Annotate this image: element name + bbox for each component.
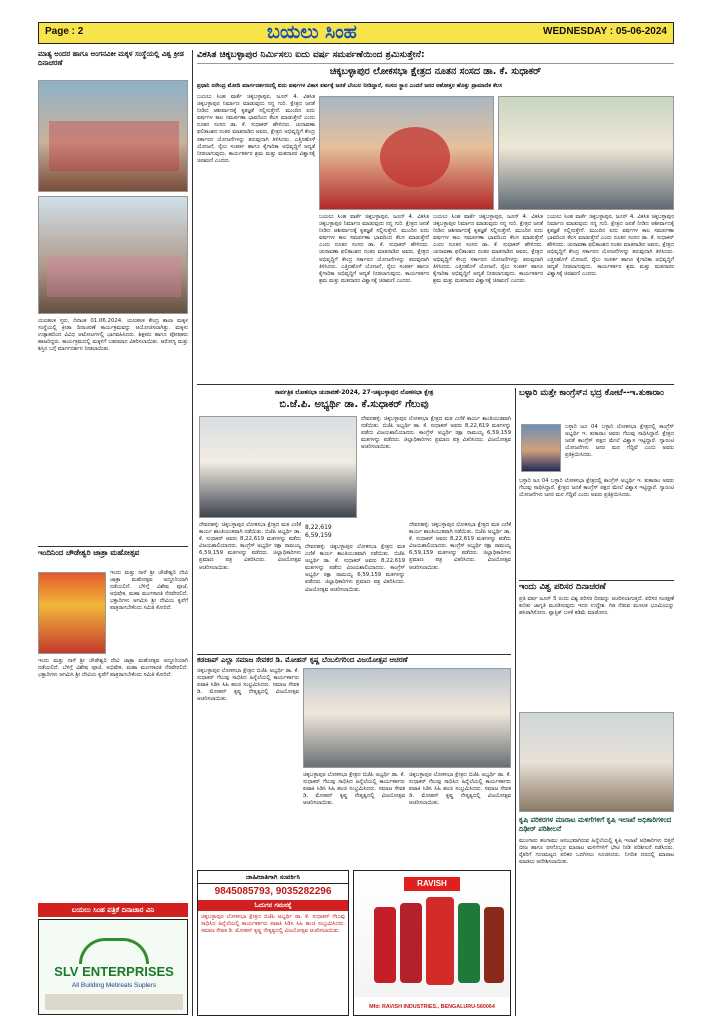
column-rule xyxy=(515,388,516,1016)
ad-tagline: All Building Metireals Suplers xyxy=(71,982,157,989)
left-story2-intro: ಇಂದು ಮತ್ತು ನಾಳೆ ಶ್ರೀ ಚೌಡೇಶ್ವರಿ ದೇವಿ ಜಾತ್ರಾ ಮಹೋತ್ಸವ ಅದ್ದೂರಿಯಾಗಿ ನಡೆಯಲಿದೆ. ಬೆಳಿಗ್ಗೆ ವಿಶೇಷ ಪೂಜೆ, ಅಭಿಷೇಕ, ಮಹಾ ಮಂಗಳಾರತಿ ನೆರವೇರಲಿದೆ. ಭಕ್ತಾದಿಗಳು ಆಗಮಿಸಿ ಶ್ರೀ ದೇವಿಯ ಕೃಪೆಗೆ ಪಾತ್ರರಾಗಬೇಕೆಂದು ಸಮಿತಿ ಕೋರಿದೆ. xyxy=(110,570,188,612)
notice-title: ಓದುಗರ ಗಮನಕ್ಕೆ xyxy=(198,900,348,911)
right-story3-body: ಮುಂಗಾರು ಹಂಗಾಮು ಆರಂಭವಾಗಿರುವ ಹಿನ್ನೆಲೆಯಲ್ಲಿ ಕೃಷಿ ಇಲಾಖೆ ಅಧಿಕಾರಿಗಳು ಬಿತ್ತನೆ ಬೀಜ ಹಾಗೂ ರಸಗೊಬ್ಬರ ಮಾರಾಟ ಮಳಿಗೆಗಳಿಗೆ ಭೇಟಿ ನೀಡಿ ಪರಿಶೀಲನೆ ನಡೆಸಿದರು. ರೈತರಿಗೆ ಗುಣಮಟ್ಟದ ಪರಿಕರ ಒದಗಿಸಲು ಸೂಚಿಸಿದರು. ನಿಗದಿತ ದರದಲ್ಲಿ ಮಾರಾಟ ಮಾಡಲು ಆದೇಶಿಸಲಾಯಿತು. xyxy=(519,838,674,866)
right-story2-body: ಪ್ರತಿ ವರ್ಷ ಜೂನ್ 5 ರಂದು ವಿಶ್ವ ಪರಿಸರ ದಿನವನ್ನು ಆಚರಿಸಲಾಗುತ್ತದೆ. ಪರಿಸರ ಸಂರಕ್ಷಣೆ ಕುರಿತು ಜಾಗೃತಿ ಮೂಡಿಸುವುದು ಇದರ ಉದ್ದೇಶ. ಗಿಡ ನೆಡುವ ಮೂಲಕ ಭೂಮಿಯನ್ನು ಹಸಿರಾಗಿಸೋಣ. ಪ್ಲಾಸ್ಟಿಕ್ ಬಳಕೆ ಕಡಿಮೆ ಮಾಡೋಣ. xyxy=(519,596,674,617)
lead-photo-group xyxy=(498,96,674,210)
right-story1-headline: ಬಳ್ಳಾರಿ ಮತ್ತೇ ಕಾಂಗ್ರೆಸ್‌ನ ಭದ್ರ ಕೋಟೆ--ಇ.ತುಕಾರಾಂ xyxy=(519,388,664,398)
classified-phone: 9845085793, 9035282296 xyxy=(214,886,332,897)
right-story1-intro: ಬಳ್ಳಾರಿ ಜೂ 04 ಬಳ್ಳಾರಿ ಲೋಕಸಭಾ ಕ್ಷೇತ್ರದಲ್ಲಿ ಕಾಂಗ್ರೆಸ್ ಅಭ್ಯರ್ಥಿ ಇ. ತುಕಾರಾಂ ಅವರು ಗೆಲುವು ಸಾಧಿಸಿದ್ದಾರೆ. ಕ್ಷೇತ್ರದ ಜನತೆ ಕಾಂಗ್ರೆಸ್ ಪಕ್ಷದ ಮೇಲೆ ವಿಶ್ವಾಸ ಇಟ್ಟಿದ್ದಾರೆ. ಗ್ಯಾರಂಟಿ ಯೋಜನೆಗಳು ಜನರ ಮನ ಗೆದ್ದಿವೆ ಎಂದು ಅವರು ಪ್ರತಿಕ್ರಿಯಿಸಿದರು. xyxy=(565,424,674,459)
event-photo-2 xyxy=(38,196,188,314)
lead-body-col4: ಬಯಲು ಸಿಂಹ ವಾರ್ತೆ ಚಿಕ್ಕಬಳ್ಳಾಪುರ, ಜೂನ್ 4. ವಿಕಸಿತ ಚಿಕ್ಕಬಳ್ಳಾಪುರ ನಿರ್ಮಾಣ ಮಾಡುವುದು ನನ್ನ ಗುರಿ. ಕ್ಷೇತ್ರದ ಜನತೆ ನೀಡಿದ ಆಶೀರ್ವಾದಕ್ಕೆ ಕೃತಜ್ಞತೆ ಸಲ್ಲಿಸುತ್ತೇನೆ. ಮುಂದಿನ ಐದು ವರ್ಷಗಳ ಕಾಲ ಸಮರ್ಪಣಾ ಭಾವದಿಂದ ಕೆಲಸ ಮಾಡುತ್ತೇನೆ ಎಂದು ನೂತನ ಸಂಸದ ಡಾ. ಕೆ. ಸುಧಾಕರ್ ಹೇಳಿದರು. ಚುನಾವಣಾ ಫಲಿತಾಂಶದ ನಂತರ ಮಾತನಾಡಿದ ಅವರು, ಕ್ಷೇತ್ರದ ಅಭಿವೃದ್ಧಿಗೆ ಕೇಂದ್ರ ಸರ್ಕಾರದ ಯೋಜನೆಗಳನ್ನು ತರುವುದಾಗಿ ತಿಳಿಸಿದರು. ಎತ್ತಿನಹೊಳೆ ಯೋಜನೆ, ರೈಲು ಸಂಪರ್ಕ ಹಾಗೂ ಕೈಗಾರಿಕಾ ಅಭಿವೃದ್ಧಿಗೆ ಆದ್ಯತೆ ನೀಡಲಾಗುವುದು. ಕಾರ್ಯಕರ್ತರ ಶ್ರಮ ಮತ್ತು ಮತದಾರರ ವಿಶ್ವಾಸಕ್ಕೆ ಚಿರಋಣಿ ಎಂದರು. xyxy=(547,214,674,277)
page-number: Page : 2 xyxy=(45,26,84,37)
result-headline: ಬಿ.ಜೆ.ಪಿ. ಅಭ್ಯರ್ಥಿ ಡಾ. ಕೆ.ಸುಧಾಕರ್ ಗೆಲುವು xyxy=(279,399,429,410)
lead-body-col1: ಬಯಲು ಸಿಂಹ ವಾರ್ತೆ ಚಿಕ್ಕಬಳ್ಳಾಪುರ, ಜೂನ್ 4. ವಿಕಸಿತ ಚಿಕ್ಕಬಳ್ಳಾಪುರ ನಿರ್ಮಾಣ ಮಾಡುವುದು ನನ್ನ ಗುರಿ. ಕ್ಷೇತ್ರದ ಜನತೆ ನೀಡಿದ ಆಶೀರ್ವಾದಕ್ಕೆ ಕೃತಜ್ಞತೆ ಸಲ್ಲಿಸುತ್ತೇನೆ. ಮುಂದಿನ ಐದು ವರ್ಷಗಳ ಕಾಲ ಸಮರ್ಪಣಾ ಭಾವದಿಂದ ಕೆಲಸ ಮಾಡುತ್ತೇನೆ ಎಂದು ನೂತನ ಸಂಸದ ಡಾ. ಕೆ. ಸುಧಾಕರ್ ಹೇಳಿದರು. ಚುನಾವಣಾ ಫಲಿತಾಂಶದ ನಂತರ ಮಾತನಾಡಿದ ಅವರು, ಕ್ಷೇತ್ರದ ಅಭಿವೃದ್ಧಿಗೆ ಕೇಂದ್ರ ಸರ್ಕಾರದ ಯೋಜನೆಗಳನ್ನು ತರುವುದಾಗಿ ತಿಳಿಸಿದರು. ಎತ್ತಿನಹೊಳೆ ಯೋಜನೆ, ರೈಲು ಸಂಪರ್ಕ ಹಾಗೂ ಕೈಗಾರಿಕಾ ಅಭಿವೃದ್ಧಿಗೆ ಆದ್ಯತೆ ನೀಡಲಾಗುವುದು. ಕಾರ್ಯಕರ್ತರ ಶ್ರಮ ಮತ್ತು ಮತದಾರರ ವಿಶ್ವಾಸಕ್ಕೆ ಚಿರಋಣಿ ಎಂದರು. xyxy=(197,94,315,164)
divider xyxy=(38,546,188,547)
bottom-story-body-col2: ಚಿಕ್ಕಬಳ್ಳಾಪುರ ಲೋಕಸಭಾ ಕ್ಷೇತ್ರದ ಬಿಜೆಪಿ ಅಭ್ಯರ್ಥಿ ಡಾ. ಕೆ. ಸುಧಾಕರ್ ಗೆಲುವು ಸಾಧಿಸಿದ ಹಿನ್ನೆಲೆಯಲ್ಲಿ ಕಾರ್ಯಕರ್ತರು ಪಟಾಕಿ ಸಿಡಿಸಿ ಸಿಹಿ ಹಂಚಿ ಸಂಭ್ರಮಿಸಿದರು. ಸಮಾಜ ಸೇವಕ ಡಿ. ಮೋಹನ್ ಕೃಷ್ಣ ನೇತೃತ್ವದಲ್ಲಿ ವಿಜಯೋತ್ಸವ ಆಚರಿಸಲಾಯಿತು. xyxy=(303,772,405,807)
result-body-top: ದೇವನಹಳ್ಳಿ: ಚಿಕ್ಕಬಳ್ಳಾಪುರ ಲೋಕಸಭಾ ಕ್ಷೇತ್ರದ ಮತ ಎಣಿಕೆ ಕಾರ್ಯ ಶಾಂತಿಯುತವಾಗಿ ನಡೆಯಿತು. ಬಿಜೆಪಿ ಅಭ್ಯರ್ಥಿ ಡಾ. ಕೆ. ಸುಧಾಕರ್ ಅವರು 8,22,619 ಮತಗಳನ್ನು ಪಡೆದು ವಿಜಯಶಾಲಿಯಾದರು. ಕಾಂಗ್ರೆಸ್ ಅಭ್ಯರ್ಥಿ ರಕ್ಷಾ ರಾಮಯ್ಯ 6,59,159 ಮತಗಳನ್ನು ಪಡೆದರು. ಜಿಲ್ಲಾಧಿಕಾರಿಗಳು ಪ್ರಮಾಣ ಪತ್ರ ವಿತರಿಸಿದರು. ವಿಜಯೋತ್ಸವ ಆಚರಿಸಲಾಯಿತು. xyxy=(361,416,511,451)
right-column xyxy=(519,388,674,1016)
header-bar xyxy=(38,22,674,44)
left-column xyxy=(38,50,188,1016)
result-body-col3: ದೇವನಹಳ್ಳಿ: ಚಿಕ್ಕಬಳ್ಳಾಪುರ ಲೋಕಸಭಾ ಕ್ಷೇತ್ರದ ಮತ ಎಣಿಕೆ ಕಾರ್ಯ ಶಾಂತಿಯುತವಾಗಿ ನಡೆಯಿತು. ಬಿಜೆಪಿ ಅಭ್ಯರ್ಥಿ ಡಾ. ಕೆ. ಸುಧಾಕರ್ ಅವರು 8,22,619 ಮತಗಳನ್ನು ಪಡೆದು ವಿಜಯಶಾಲಿಯಾದರು. ಕಾಂಗ್ರೆಸ್ ಅಭ್ಯರ್ಥಿ ರಕ್ಷಾ ರಾಮಯ್ಯ 6,59,159 ಮತಗಳನ್ನು ಪಡೆದರು. ಜಿಲ್ಲಾಧಿಕಾರಿಗಳು ಪ್ರಮಾಣ ಪತ್ರ ವಿತರಿಸಿದರು. ವಿಜಯೋತ್ಸವ ಆಚರಿಸಲಾಯಿತು. xyxy=(409,522,511,571)
right-story2-headline: ಇಂದು ವಿಶ್ವ ಪರಿಸರ ದಿನಾಚರಣೆ xyxy=(519,582,606,592)
product-pack-4 xyxy=(458,903,480,983)
ad-logo-arc xyxy=(79,938,149,964)
masthead-title: ಬಯಲು ಸಿಂಹ xyxy=(267,21,357,43)
left-story2-body: ಇಂದು ಮತ್ತು ನಾಳೆ ಶ್ರೀ ಚೌಡೇಶ್ವರಿ ದೇವಿ ಜಾತ್ರಾ ಮಹೋತ್ಸವ ಅದ್ದೂರಿಯಾಗಿ ನಡೆಯಲಿದೆ. ಬೆಳಿಗ್ಗೆ ವಿಶೇಷ ಪೂಜೆ, ಅಭಿಷೇಕ, ಮಹಾ ಮಂಗಳಾರತಿ ನೆರವೇರಲಿದೆ. ಭಕ್ತಾದಿಗಳು ಆಗಮಿಸಿ ಶ್ರೀ ದೇವಿಯ ಕೃಪೆಗೆ ಪಾತ್ರರಾಗಬೇಕೆಂದು ಸಮಿತಿ ಕೋರಿದೆ. xyxy=(38,658,188,679)
lead-photo-garland xyxy=(319,96,494,210)
ad-product-strip xyxy=(45,994,183,1010)
divider xyxy=(519,580,674,581)
product-pack-2 xyxy=(400,903,422,983)
product-pack-5 xyxy=(484,907,504,983)
ad-company-name: SLV ENTERPRISES xyxy=(54,964,174,979)
divider xyxy=(197,654,511,655)
deity-photo xyxy=(38,572,106,654)
runner-votes: 6,59,159 xyxy=(305,532,332,539)
divider xyxy=(197,384,674,385)
result-photo xyxy=(199,416,357,518)
classified-title: ಜಾಹೀರಾತಿಗಾಗಿ ಸಂಪರ್ಕಿಸಿ xyxy=(198,871,348,884)
wishes-banner: ಬಯಲು ಸಿಂಹ ಪತ್ರಿಕೆ ದಿನಾಚಾರ ವಿನಿ xyxy=(38,903,188,917)
lead-kicker: ವಿಕಸಿತ ಚಿಕ್ಕಬಳ್ಳಾಪುರ ನಿರ್ಮಿಸಲು ಐದು ವರ್ಷ ಸಮರ್ಪಣೆಯಿಂದ ಶ್ರಮಿಸುತ್ತೇನೆ: xyxy=(197,50,425,60)
lead-body-col2: ಬಯಲು ಸಿಂಹ ವಾರ್ತೆ ಚಿಕ್ಕಬಳ್ಳಾಪುರ, ಜೂನ್ 4. ವಿಕಸಿತ ಚಿಕ್ಕಬಳ್ಳಾಪುರ ನಿರ್ಮಾಣ ಮಾಡುವುದು ನನ್ನ ಗುರಿ. ಕ್ಷೇತ್ರದ ಜನತೆ ನೀಡಿದ ಆಶೀರ್ವಾದಕ್ಕೆ ಕೃತಜ್ಞತೆ ಸಲ್ಲಿಸುತ್ತೇನೆ. ಮುಂದಿನ ಐದು ವರ್ಷಗಳ ಕಾಲ ಸಮರ್ಪಣಾ ಭಾವದಿಂದ ಕೆಲಸ ಮಾಡುತ್ತೇನೆ ಎಂದು ನೂತನ ಸಂಸದ ಡಾ. ಕೆ. ಸುಧಾಕರ್ ಹೇಳಿದರು. ಚುನಾವಣಾ ಫಲಿತಾಂಶದ ನಂತರ ಮಾತನಾಡಿದ ಅವರು, ಕ್ಷೇತ್ರದ ಅಭಿವೃದ್ಧಿಗೆ ಕೇಂದ್ರ ಸರ್ಕಾರದ ಯೋಜನೆಗಳನ್ನು ತರುವುದಾಗಿ ತಿಳಿಸಿದರು. ಎತ್ತಿನಹೊಳೆ ಯೋಜನೆ, ರೈಲು ಸಂಪರ್ಕ ಹಾಗೂ ಕೈಗಾರಿಕಾ ಅಭಿವೃದ್ಧಿಗೆ ಆದ್ಯತೆ ನೀಡಲಾಗುವುದು. ಕಾರ್ಯಕರ್ತರ ಶ್ರಮ ಮತ್ತು ಮತದಾರರ ವಿಶ್ವಾಸಕ್ಕೆ ಚಿರಋಣಿ ಎಂದರು. xyxy=(319,214,429,284)
lead-headline: ಚಿಕ್ಕಬಳ್ಳಾಪುರ ಲೋಕಸಭಾ ಕ್ಷೇತ್ರದ ನೂತನ ಸಂಸದ ಡಾ. ಕೆ. ಸುಧಾಕರ್ xyxy=(197,63,674,79)
winner-votes: 8,22,619 xyxy=(305,524,332,531)
result-banner: ಸಾರ್ವತ್ರಿಕ ಲೋಕಸಭಾ ಚುನಾವಣೆ-2024, 27-ಚಿಕ್ಕಬಳ್ಳಾಪುರ ಲೋಕಸಭಾ ಕ್ಷೇತ್ರ xyxy=(274,389,434,396)
lead-subhead: ಪ್ರಧಾನಿ ನರೇಂದ್ರ ಮೋದಿ ಮಾರ್ಗದರ್ಶನದಲ್ಲಿ ಐದು ವರ್ಷಗಳ ವಿಕಾಸ ಪರ್ವಕ್ಕೆ ಜನತೆ ಬೆಂಬಲ ನೀಡಿದ್ದಾರೆ, ಸಂಸದ ಸ್ಥಾನ ಎಂದರೆ ಜನರ ಆಶೋತ್ತರ ಹೊತ್ತು ಪ್ರಾಮಾಣಿಕ ಕೆಲಸ xyxy=(197,83,503,89)
result-body-col1: ದೇವನಹಳ್ಳಿ: ಚಿಕ್ಕಬಳ್ಳಾಪುರ ಲೋಕಸಭಾ ಕ್ಷೇತ್ರದ ಮತ ಎಣಿಕೆ ಕಾರ್ಯ ಶಾಂತಿಯುತವಾಗಿ ನಡೆಯಿತು. ಬಿಜೆಪಿ ಅಭ್ಯರ್ಥಿ ಡಾ. ಕೆ. ಸುಧಾಕರ್ ಅವರು 8,22,619 ಮತಗಳನ್ನು ಪಡೆದು ವಿಜಯಶಾಲಿಯಾದರು. ಕಾಂಗ್ರೆಸ್ ಅಭ್ಯರ್ಥಿ ರಕ್ಷಾ ರಾಮಯ್ಯ 6,59,159 ಮತಗಳನ್ನು ಪಡೆದರು. ಜಿಲ್ಲಾಧಿಕಾರಿಗಳು ಪ್ರಮಾಣ ಪತ್ರ ವಿತರಿಸಿದರು. ವಿಜಯೋತ್ಸವ ಆಚರಿಸಲಾಯಿತು. xyxy=(199,522,301,571)
left-story2-headline: ಇಂದಿನಿಂದ ಚೌಡೇಶ್ವರಿ ಜಾತ್ರಾ ಮಹೋತ್ಸವ xyxy=(38,548,140,557)
event-photo-1 xyxy=(38,80,188,192)
slv-ad xyxy=(38,919,188,1015)
mp-portrait xyxy=(521,424,561,472)
result-body-col2: ದೇವನಹಳ್ಳಿ: ಚಿಕ್ಕಬಳ್ಳಾಪುರ ಲೋಕಸಭಾ ಕ್ಷೇತ್ರದ ಮತ ಎಣಿಕೆ ಕಾರ್ಯ ಶಾಂತಿಯುತವಾಗಿ ನಡೆಯಿತು. ಬಿಜೆಪಿ ಅಭ್ಯರ್ಥಿ ಡಾ. ಕೆ. ಸುಧಾಕರ್ ಅವರು 8,22,619 ಮತಗಳನ್ನು ಪಡೆದು ವಿಜಯಶಾಲಿಯಾದರು. ಕಾಂಗ್ರೆಸ್ ಅಭ್ಯರ್ಥಿ ರಕ್ಷಾ ರಾಮಯ್ಯ 6,59,159 ಮತಗಳನ್ನು ಪಡೆದರು. ಜಿಲ್ಲಾಧಿಕಾರಿಗಳು ಪ್ರಮಾಣ ಪತ್ರ ವಿತರಿಸಿದರು. ವಿಜಯೋತ್ಸವ ಆಚರಿಸಲಾಯಿತು. xyxy=(305,544,405,593)
right-story3-headline: ಕೃಷಿ ಪರಿಕರಗಳ ಮಾರಾಟ ಮಳಿಗೆಗಳಿಗೆ ಕೃಷಿ ಇಲಾಖೆ ಅಧಿಕಾರಿಗಳಿಂದ ದಿಢೀರ್ ಪರಿಶೀಲನೆ xyxy=(519,816,672,833)
ad-footer: Mfd: RAVISH INDUSTRIES., BENGALURU-560064 xyxy=(354,999,510,1015)
classified-box xyxy=(197,870,349,1016)
result-story xyxy=(197,388,511,652)
ad-brand-logo: RAVISH xyxy=(404,877,460,891)
notice-body: ಚಿಕ್ಕಬಳ್ಳಾಪುರ ಲೋಕಸಭಾ ಕ್ಷೇತ್ರದ ಬಿಜೆಪಿ ಅಭ್ಯರ್ಥಿ ಡಾ. ಕೆ. ಸುಧಾಕರ್ ಗೆಲುವು ಸಾಧಿಸಿದ ಹಿನ್ನೆಲೆಯಲ್ಲಿ ಕಾರ್ಯಕರ್ತರು ಪಟಾಕಿ ಸಿಡಿಸಿ ಸಿಹಿ ಹಂಚಿ ಸಂಭ್ರಮಿಸಿದರು. ಸಮಾಜ ಸೇವಕ ಡಿ. ಮೋಹನ್ ಕೃಷ್ಣ ನೇತೃತ್ವದಲ್ಲಿ ವಿಜಯೋತ್ಸವ ಆಚರಿಸಲಾಯಿತು. xyxy=(201,914,345,935)
right-story1-body: ಬಳ್ಳಾರಿ ಜೂ 04 ಬಳ್ಳಾರಿ ಲೋಕಸಭಾ ಕ್ಷೇತ್ರದಲ್ಲಿ ಕಾಂಗ್ರೆಸ್ ಅಭ್ಯರ್ಥಿ ಇ. ತುಕಾರಾಂ ಅವರು ಗೆಲುವು ಸಾಧಿಸಿದ್ದಾರೆ. ಕ್ಷೇತ್ರದ ಜನತೆ ಕಾಂಗ್ರೆಸ್ ಪಕ್ಷದ ಮೇಲೆ ವಿಶ್ವಾಸ ಇಟ್ಟಿದ್ದಾರೆ. ಗ್ಯಾರಂಟಿ ಯೋಜನೆಗಳು ಜನರ ಮನ ಗೆದ್ದಿವೆ ಎಂದು ಅವರು ಪ್ರತಿಕ್ರಿಯಿಸಿದರು. xyxy=(519,478,674,499)
bottom-story-body-col1: ಚಿಕ್ಕಬಳ್ಳಾಪುರ ಲೋಕಸಭಾ ಕ್ಷೇತ್ರದ ಬಿಜೆಪಿ ಅಭ್ಯರ್ಥಿ ಡಾ. ಕೆ. ಸುಧಾಕರ್ ಗೆಲುವು ಸಾಧಿಸಿದ ಹಿನ್ನೆಲೆಯಲ್ಲಿ ಕಾರ್ಯಕರ್ತರು ಪಟಾಕಿ ಸಿಡಿಸಿ ಸಿಹಿ ಹಂಚಿ ಸಂಭ್ರಮಿಸಿದರು. ಸಮಾಜ ಸೇವಕ ಡಿ. ಮೋಹನ್ ಕೃಷ್ಣ ನೇತೃತ್ವದಲ್ಲಿ ವಿಜಯೋತ್ಸವ ಆಚರಿಸಲಾಯಿತು. xyxy=(197,668,299,703)
newspaper-page xyxy=(38,18,674,1016)
product-pack-1 xyxy=(374,907,396,983)
ravish-ad xyxy=(353,870,511,1016)
product-pack-3 xyxy=(426,897,454,985)
left-story1-body: ಯಲಹಂಕ ಸ್ತರು, ದಿನಾಂಕ 01.06.2024. ಯಲಹಂಕ ಕೇಂದ್ರ ಶಾಲಾ ಮಕ್ಕಳ ಸಂಸ್ಥೆಯಲ್ಲಿ ಕ್ರೀಡಾ ದಿನಾಚರಣೆ ಕಾರ್ಯಕ್ರಮವನ್ನು ಆಯೋಜಿಸಲಾಗಿತ್ತು. ಮಕ್ಕಳು ಉತ್ಸಾಹದಿಂದ ವಿವಿಧ ಆಟೋಟಗಳಲ್ಲಿ ಭಾಗವಹಿಸಿದರು. ಶಿಕ್ಷಕರು ಹಾಗೂ ಪೋಷಕರು ಹಾಜರಿದ್ದರು. ಕಾರ್ಯಕ್ರಮದಲ್ಲಿ ಮಕ್ಕಳಿಗೆ ಬಹುಮಾನ ವಿತರಿಸಲಾಯಿತು. ಆರೋಗ್ಯ ಮತ್ತು ಶಿಸ್ತಿನ ಬಗ್ಗೆ ಮಾರ್ಗದರ್ಶನ ನೀಡಲಾಯಿತು. xyxy=(38,318,188,353)
left-story1-headline: ಮಾತ್ಯ ಅಂದರ ಹಾಗೂ ಅಂಗನವಿಕೀ ಮಕ್ಕಳ ಸಂಸ್ಥೆಯಲ್ಲಿ ವಿಶ್ವ ಕ್ರೀಡ ದಿನಾಚರಣೆ xyxy=(38,50,184,67)
lead-story xyxy=(197,50,674,382)
inspection-photo xyxy=(519,712,674,812)
lead-body-col3: ಬಯಲು ಸಿಂಹ ವಾರ್ತೆ ಚಿಕ್ಕಬಳ್ಳಾಪುರ, ಜೂನ್ 4. ವಿಕಸಿತ ಚಿಕ್ಕಬಳ್ಳಾಪುರ ನಿರ್ಮಾಣ ಮಾಡುವುದು ನನ್ನ ಗುರಿ. ಕ್ಷೇತ್ರದ ಜನತೆ ನೀಡಿದ ಆಶೀರ್ವಾದಕ್ಕೆ ಕೃತಜ್ಞತೆ ಸಲ್ಲಿಸುತ್ತೇನೆ. ಮುಂದಿನ ಐದು ವರ್ಷಗಳ ಕಾಲ ಸಮರ್ಪಣಾ ಭಾವದಿಂದ ಕೆಲಸ ಮಾಡುತ್ತೇನೆ ಎಂದು ನೂತನ ಸಂಸದ ಡಾ. ಕೆ. ಸುಧಾಕರ್ ಹೇಳಿದರು. ಚುನಾವಣಾ ಫಲಿತಾಂಶದ ನಂತರ ಮಾತನಾಡಿದ ಅವರು, ಕ್ಷೇತ್ರದ ಅಭಿವೃದ್ಧಿಗೆ ಕೇಂದ್ರ ಸರ್ಕಾರದ ಯೋಜನೆಗಳನ್ನು ತರುವುದಾಗಿ ತಿಳಿಸಿದರು. ಎತ್ತಿನಹೊಳೆ ಯೋಜನೆ, ರೈಲು ಸಂಪರ್ಕ ಹಾಗೂ ಕೈಗಾರಿಕಾ ಅಭಿವೃದ್ಧಿಗೆ ಆದ್ಯತೆ ನೀಡಲಾಗುವುದು. ಕಾರ್ಯಕರ್ತರ ಶ್ರಮ ಮತ್ತು ಮತದಾರರ ವಿಶ್ವಾಸಕ್ಕೆ ಚಿರಋಣಿ ಎಂದರು. xyxy=(433,214,543,284)
bottom-story-body-col3: ಚಿಕ್ಕಬಳ್ಳಾಪುರ ಲೋಕಸಭಾ ಕ್ಷೇತ್ರದ ಬಿಜೆಪಿ ಅಭ್ಯರ್ಥಿ ಡಾ. ಕೆ. ಸುಧಾಕರ್ ಗೆಲುವು ಸಾಧಿಸಿದ ಹಿನ್ನೆಲೆಯಲ್ಲಿ ಕಾರ್ಯಕರ್ತರು ಪಟಾಕಿ ಸಿಡಿಸಿ ಸಿಹಿ ಹಂಚಿ ಸಂಭ್ರಮಿಸಿದರು. ಸಮಾಜ ಸೇವಕ ಡಿ. ಮೋಹನ್ ಕೃಷ್ಣ ನೇತೃತ್ವದಲ್ಲಿ ವಿಜಯೋತ್ಸವ ಆಚರಿಸಲಾಯಿತು. xyxy=(409,772,511,807)
column-rule xyxy=(192,50,193,1016)
bottom-story-headline: ಕಡಜಾಪ್ ಎಲ್ಲಾ ಸಮಾಜ ಸೇವಕರ ಡಿ. ಮೋಹನ್ ಕೃಷ್ಣ ಬೆಂಬಲಿಗರಿಂದ ವಿಜಯೋತ್ಸವ ಆಚರಣೆ xyxy=(197,656,408,664)
bottom-story xyxy=(197,656,511,866)
vote-tally xyxy=(305,524,405,540)
issue-date: WEDNESDAY : 05-06-2024 xyxy=(543,26,667,37)
celebration-photo xyxy=(303,668,511,768)
